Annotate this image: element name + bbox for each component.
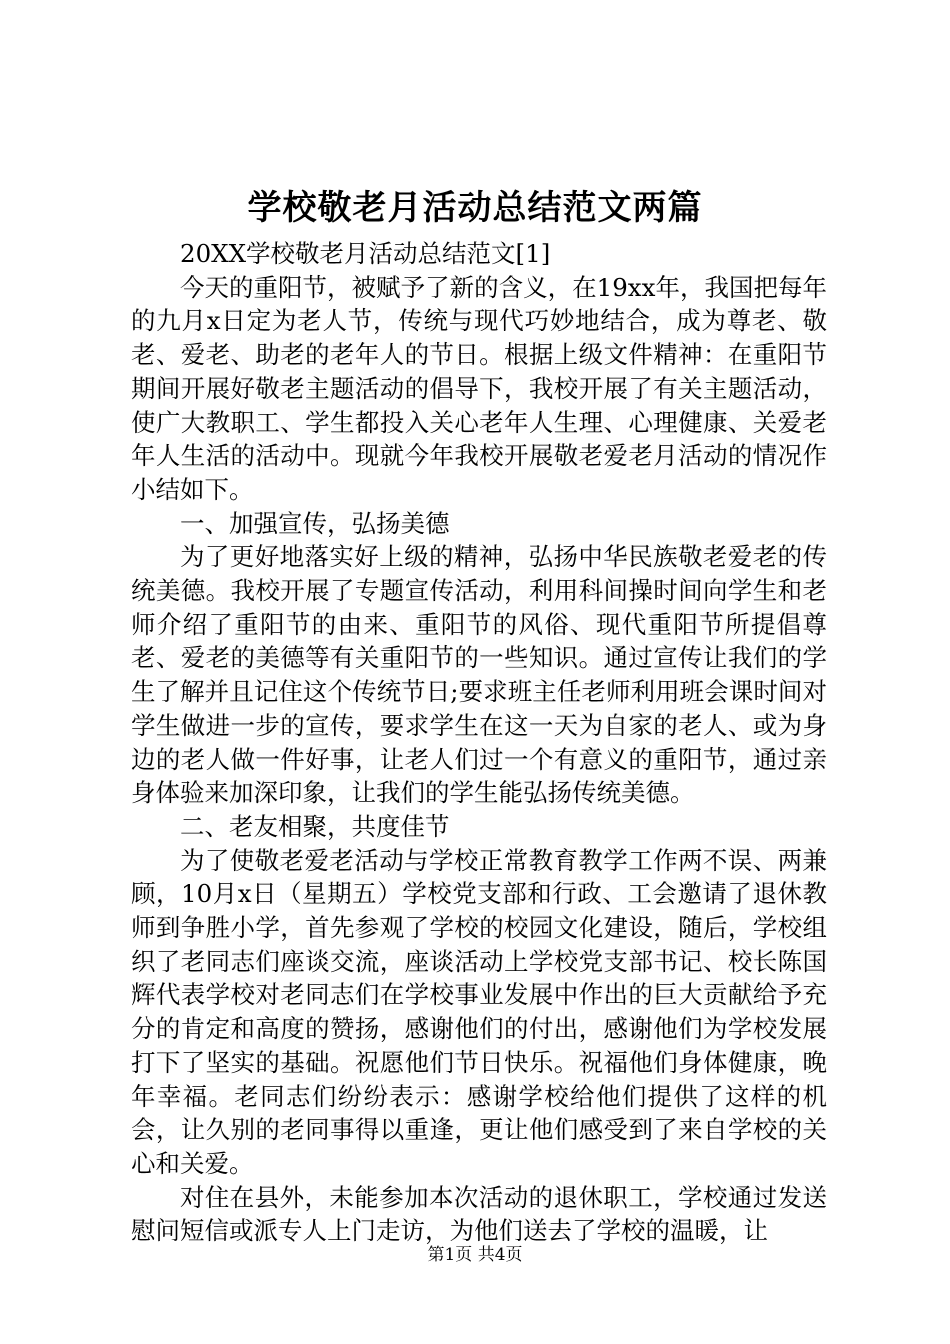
document-title: 学校敬老月活动总结范文两篇 xyxy=(247,188,703,228)
paragraph-gathering: 为了使敬老爱老活动与学校正常教育教学工作两不误、两兼顾，10月x日（星期五）学校党支部和行政、工会邀请了退休教师到争胜小学，首先参观了学校的校园文化建设，随后，学校组织了老同志们座谈交流，座谈活动上学校党支部书记、校长陈国辉代表学校对老同志们在学校事业发展中作出的巨大贡献给予充分的肯定和高度的赞扬，感谢他们的付出，感谢他们为学校发展打下了坚实的基础。祝愿他们节日快乐。祝福他们身体健康，晚年幸福。老同志们纷纷表示：感谢学校给他们提供了这样的机会，让久别的老同事得以重逢，更让他们感受到了来自学校的关心和关爱。 xyxy=(131,845,827,1178)
paragraph-intro: 今天的重阳节，被赋予了新的含义，在19xx年，我国把每年的九月x日定为老人节，传统与现代巧妙地结合，成为尊老、敬老、爱老、助老的老年人的节日。根据上级文件精神：在重阳节期间开展好敬老主题活动的倡导下，我校开展了有关主题活动，使广大教职工、学生都投入关心老年人生理、心理健康、关爱老年人生活的活动中。现就今年我校开展敬老爱老月活动的情况作小结如下。 xyxy=(131,272,827,504)
section-heading-1: 一、加强宣传，弘扬美德 xyxy=(180,508,450,538)
paragraph-publicity: 为了更好地落实好上级的精神，弘扬中华民族敬老爱老的传统美德。我校开展了专题宣传活动，利用科间操时间向学生和老师介绍了重阳节的由来、重阳节的风俗、现代重阳节所提倡尊老、爱老的美德等有关重阳节的一些知识。通过宣传让我们的学生了解并且记住这个传统节日;要求班主任老师利用班会课时间对学生做进一步的宣传，要求学生在这一天为自家的老人、或为身边的老人做一件好事，让老人们过一个有意义的重阳节，通过亲身体验来加深印象，让我们的学生能弘扬传统美德。 xyxy=(131,542,827,808)
document-body xyxy=(131,237,827,1248)
paragraph-visits: 对住在县外，未能参加本次活动的退休职工，学校通过发送慰问短信或派专人上门走访，为他们送去了学校的温暖，让 xyxy=(131,1182,827,1246)
page-number: 第1页 共4页 xyxy=(427,1245,523,1265)
document-subtitle: 20XX学校敬老月活动总结范文[1] xyxy=(180,239,551,268)
section-heading-2: 二、老友相聚，共度佳节 xyxy=(180,811,450,841)
